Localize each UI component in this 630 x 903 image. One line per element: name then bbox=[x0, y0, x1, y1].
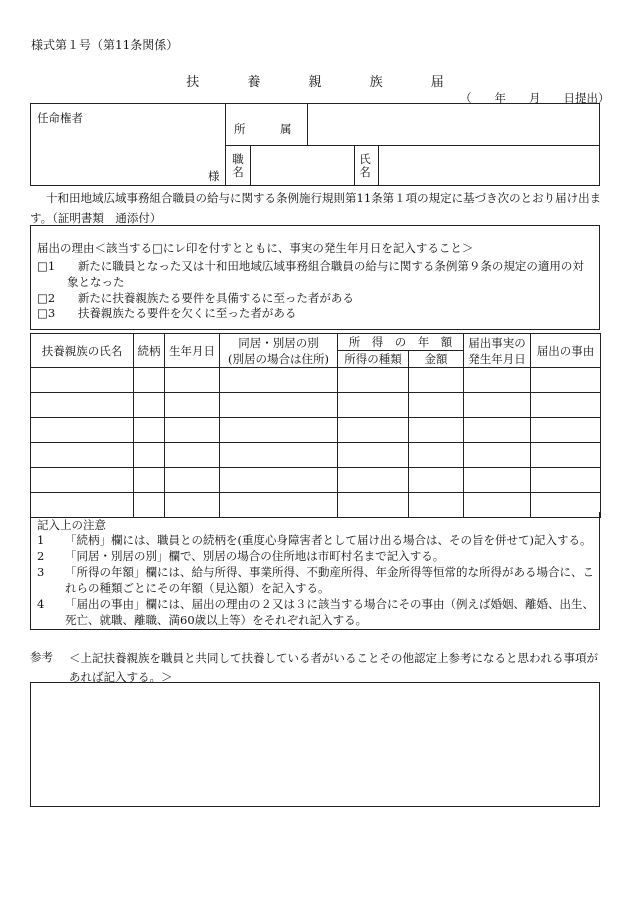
note-item-3 bbox=[37, 564, 594, 580]
table-row bbox=[31, 418, 601, 443]
dependents-table bbox=[30, 333, 601, 518]
note-item-2 bbox=[37, 548, 444, 564]
cell-input[interactable] bbox=[134, 468, 165, 493]
cell-input[interactable] bbox=[31, 443, 134, 468]
note-text: 「所得の年額」欄には、給与所得、事業所得、不動産所得、年金所得等恒常的な所得がある場合に、こ bbox=[65, 565, 594, 579]
col-header-amount: 金額 bbox=[409, 351, 464, 368]
cell-input[interactable] bbox=[165, 468, 220, 493]
cell-input[interactable] bbox=[338, 368, 409, 393]
name-field[interactable] bbox=[379, 146, 599, 185]
reference-text: ＜上記扶養親族を職員と共同して扶養している者がいることその他認定上参考になると思われる事項があれば記入する。＞ bbox=[69, 651, 598, 684]
cell-input[interactable] bbox=[220, 368, 338, 393]
name-label-char-2: 名 bbox=[359, 165, 371, 179]
cell-input[interactable] bbox=[134, 443, 165, 468]
note-text: 「続柄」欄には、職員との続柄を(重度心身障害者として届け出る場合は、その旨を併せて)記入する。 bbox=[65, 533, 592, 547]
cell-input[interactable] bbox=[464, 393, 531, 418]
col-header-income: 所 得 の 年 額 bbox=[338, 334, 464, 351]
table-row bbox=[31, 368, 601, 393]
note-item-4 bbox=[37, 596, 594, 612]
cell-input[interactable] bbox=[464, 443, 531, 468]
reason-number: 3 bbox=[47, 306, 56, 320]
submission-date-field[interactable]: （ 年 月 日提出） bbox=[460, 91, 610, 105]
cell-input[interactable] bbox=[464, 468, 531, 493]
reason-option-1 bbox=[37, 258, 584, 274]
cell-input[interactable] bbox=[338, 468, 409, 493]
position-field[interactable] bbox=[251, 146, 353, 185]
intro-text: 十和田地域広域事務組合職員の給与に関する条例施行規則第11条第１項の規定に基づき次のとおり届け出ます。（証明書類 通添付） bbox=[30, 191, 602, 225]
appointer-label: 任命権者 bbox=[37, 111, 83, 125]
reason-option-3 bbox=[37, 305, 296, 321]
cell-input[interactable] bbox=[220, 393, 338, 418]
cell-input[interactable] bbox=[31, 418, 134, 443]
cell-input[interactable] bbox=[338, 393, 409, 418]
note-item-1 bbox=[37, 532, 591, 548]
cell-input[interactable] bbox=[31, 368, 134, 393]
note-item-3-cont: れらの種類ごとにその年額（見込額）を記入する。 bbox=[65, 581, 330, 595]
reason-title: 届出の理由＜該当する□にレ印を付すとともに、事実の発生年月日を記入すること＞ bbox=[37, 241, 474, 255]
col-header-residence bbox=[220, 334, 338, 368]
cell-input[interactable] bbox=[134, 368, 165, 393]
table-row bbox=[31, 468, 601, 493]
col-header-birthdate: 生年月日 bbox=[165, 334, 220, 368]
col-header-relation: 続柄 bbox=[134, 334, 165, 368]
note-text: 「同居・別居の別」欄で、別居の場合の住所地は市町村名まで記入する。 bbox=[65, 549, 445, 563]
reason-number: 1 bbox=[47, 259, 56, 273]
cell-input[interactable] bbox=[134, 393, 165, 418]
form-number: 様式第１号（第11条関係） bbox=[31, 38, 179, 52]
col-header-residence-line1: 同居・別居の別 bbox=[238, 335, 319, 350]
cell-input[interactable] bbox=[464, 418, 531, 443]
note-item-4-cont: 死亡、就職、離職、満60歳以上等）をそれぞれ記入する。 bbox=[65, 613, 368, 627]
cell-input[interactable] bbox=[531, 368, 601, 393]
affiliation-label: 所 属 bbox=[234, 122, 292, 136]
col-header-reason: 届出の事由 bbox=[531, 334, 601, 368]
reason-text: 扶養親族たる要件を欠くに至った者がある bbox=[77, 306, 297, 320]
notes-title: 記入上の注意 bbox=[37, 518, 106, 532]
cell-input[interactable] bbox=[338, 443, 409, 468]
cell-input[interactable] bbox=[531, 468, 601, 493]
reference-input-box[interactable] bbox=[30, 682, 600, 807]
sama-label: 様 bbox=[208, 169, 220, 183]
col-header-residence-line2: (別居の場合は住所) bbox=[228, 351, 329, 366]
col-header-fact-date-line2: 発生年月日 bbox=[468, 351, 526, 366]
position-label-char-2: 名 bbox=[232, 165, 244, 179]
reference-label: 参考 bbox=[30, 650, 53, 664]
cell-input[interactable] bbox=[338, 418, 409, 443]
table-row bbox=[31, 443, 601, 468]
cell-input[interactable] bbox=[464, 368, 531, 393]
col-header-fact-date-line1: 届出事実の bbox=[468, 335, 526, 350]
position-label-char-1: 職 bbox=[232, 152, 244, 166]
affiliation-field[interactable] bbox=[308, 104, 599, 144]
cell-input[interactable] bbox=[31, 468, 134, 493]
reason-checkbox-3[interactable]: □ bbox=[37, 306, 48, 320]
document-title: 扶 養 親 族 届 bbox=[186, 75, 466, 90]
cell-input[interactable] bbox=[165, 418, 220, 443]
table-row bbox=[31, 393, 601, 418]
cell-input[interactable] bbox=[409, 468, 464, 493]
cell-input[interactable] bbox=[165, 393, 220, 418]
note-number: 2 bbox=[37, 549, 45, 563]
cell-input[interactable] bbox=[531, 443, 601, 468]
reason-number: 2 bbox=[47, 291, 56, 305]
note-number: 1 bbox=[37, 533, 45, 547]
cell-input[interactable] bbox=[409, 418, 464, 443]
reason-text: 新たに職員となった又は十和田地域広域事務組合職員の給与に関する条例第９条の規定の適用の対 bbox=[77, 259, 584, 273]
cell-input[interactable] bbox=[409, 368, 464, 393]
note-text: 「届出の事由」欄には、届出の理由の２又は３に該当する場合にその事由（例えば婚姻、離婚、出生、 bbox=[65, 597, 594, 611]
position-label bbox=[232, 153, 244, 179]
cell-input[interactable] bbox=[134, 418, 165, 443]
name-label bbox=[359, 153, 371, 179]
cell-input[interactable] bbox=[409, 443, 464, 468]
cell-input[interactable] bbox=[165, 368, 220, 393]
cell-input[interactable] bbox=[220, 443, 338, 468]
cell-input[interactable] bbox=[165, 443, 220, 468]
cell-input[interactable] bbox=[31, 393, 134, 418]
col-header-fact-date bbox=[464, 334, 531, 368]
divider bbox=[354, 145, 355, 186]
reason-text: 新たに扶養親族たる要件を具備するに至った者がある bbox=[77, 291, 354, 305]
reason-checkbox-1[interactable]: □ bbox=[37, 259, 48, 273]
cell-input[interactable] bbox=[220, 418, 338, 443]
col-header-income-type: 所得の種類 bbox=[338, 351, 409, 368]
cell-input[interactable] bbox=[220, 468, 338, 493]
cell-input[interactable] bbox=[531, 393, 601, 418]
note-number: 4 bbox=[37, 597, 45, 611]
reason-option-2 bbox=[37, 290, 354, 306]
cell-input[interactable] bbox=[409, 393, 464, 418]
cell-input[interactable] bbox=[531, 418, 601, 443]
note-number: 3 bbox=[37, 565, 45, 579]
col-header-name: 扶養親族の氏名 bbox=[31, 334, 134, 368]
reason-option-1-cont: 象となった bbox=[67, 275, 125, 289]
reason-checkbox-2[interactable]: □ bbox=[37, 291, 48, 305]
name-label-char-1: 氏 bbox=[359, 152, 371, 166]
